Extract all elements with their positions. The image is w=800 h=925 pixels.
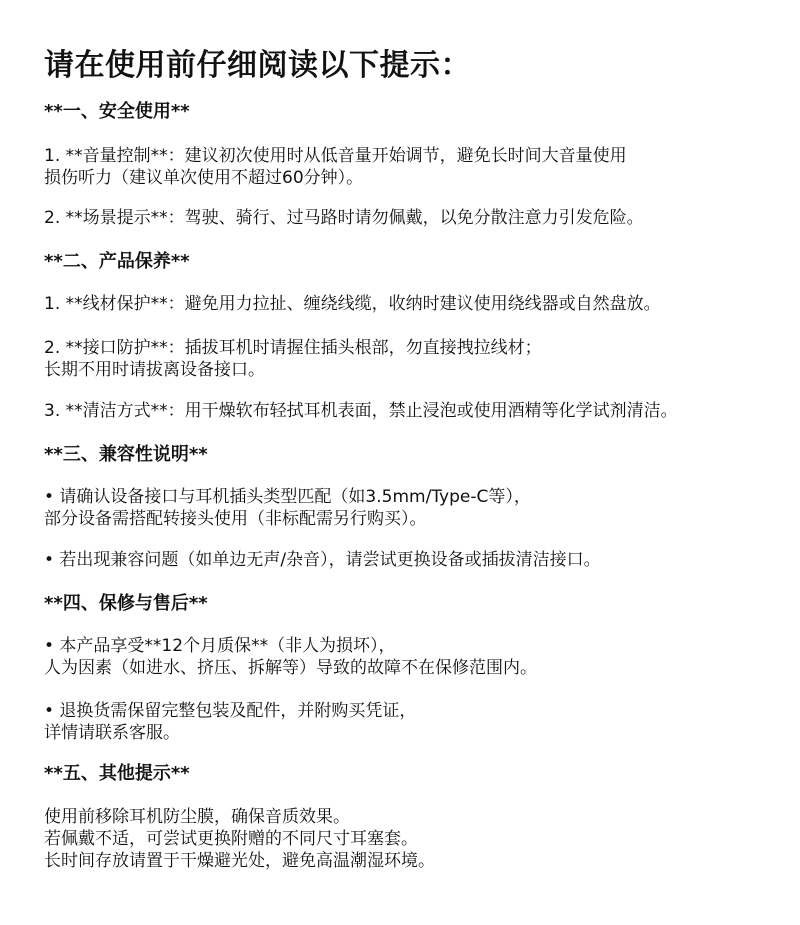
section-heading-safety: **一、安全使用** <box>44 101 190 122</box>
paragraph-line: • 若出现兼容问题（如单边无声/杂音），请尝试更换设备或插拔清洁接口。 <box>44 550 601 570</box>
paragraph-line: 1. **音量控制**：建议初次使用时从低音量开始调节，避免长时间大音量使用 <box>44 146 627 166</box>
section-heading-compatibility: **三、兼容性说明** <box>44 444 208 465</box>
section-heading-maintenance: **二、产品保养** <box>44 251 190 272</box>
paragraph-line: 3. **清洁方式**：用干燥软布轻拭耳机表面，禁止浸泡或使用酒精等化学试剂清洁。 <box>44 401 678 421</box>
paragraph-warranty-period <box>44 635 537 679</box>
paragraph-line: 长期不用时请拔离设备接口。 <box>44 360 265 380</box>
paragraph-cable-protection <box>44 293 661 315</box>
paragraph-line: 损伤听力（建议单次使用不超过60分钟）。 <box>44 168 364 188</box>
section-heading-other-tips: **五、其他提示** <box>44 763 190 784</box>
paragraph-line: • 退换货需保留完整包装及配件，并附购买凭证， <box>44 701 417 721</box>
page-title: 请在使用前仔细阅读以下提示： <box>44 48 471 83</box>
paragraph-volume-control <box>44 145 627 189</box>
paragraph-compat-issues <box>44 549 601 571</box>
paragraph-line: 人为因素（如进水、挤压、拆解等）导致的故障不在保修范围内。 <box>44 658 537 678</box>
paragraph-line: 长时间存放请置于干燥避光处，避免高温潮湿环境。 <box>44 851 435 871</box>
paragraph-line: 部分设备需搭配转接头使用（非标配需另行购买）。 <box>44 509 427 529</box>
paragraph-interface-match <box>44 486 531 530</box>
paragraph-returns <box>44 700 416 744</box>
paragraph-other-tips <box>44 806 435 872</box>
paragraph-cleaning <box>44 400 678 422</box>
paragraph-scene-tip <box>44 207 644 229</box>
paragraph-line: 使用前移除耳机防尘膜，确保音质效果。 <box>44 807 350 827</box>
paragraph-line: 1. **线材保护**：避免用力拉扯、缠绕线缆，收纳时建议使用绕线器或自然盘放。 <box>44 294 661 314</box>
paragraph-line: 详情请联系客服。 <box>44 723 180 743</box>
paragraph-line: • 本产品享受**12个月质保**（非人为损坏）， <box>44 636 396 656</box>
paragraph-line: 若佩戴不适，可尝试更换附赠的不同尺寸耳塞套。 <box>44 829 418 849</box>
paragraph-line: • 请确认设备接口与耳机插头类型匹配（如3.5mm/Type-C等）， <box>44 487 531 507</box>
paragraph-port-protection <box>44 337 542 381</box>
paragraph-line: 2. **场景提示**：驾驶、骑行、过马路时请勿佩戴，以免分散注意力引发危险。 <box>44 208 644 228</box>
section-heading-warranty: **四、保修与售后** <box>44 593 208 614</box>
paragraph-line: 2. **接口防护**：插拔耳机时请握住插头根部，勿直接拽拉线材； <box>44 338 542 358</box>
